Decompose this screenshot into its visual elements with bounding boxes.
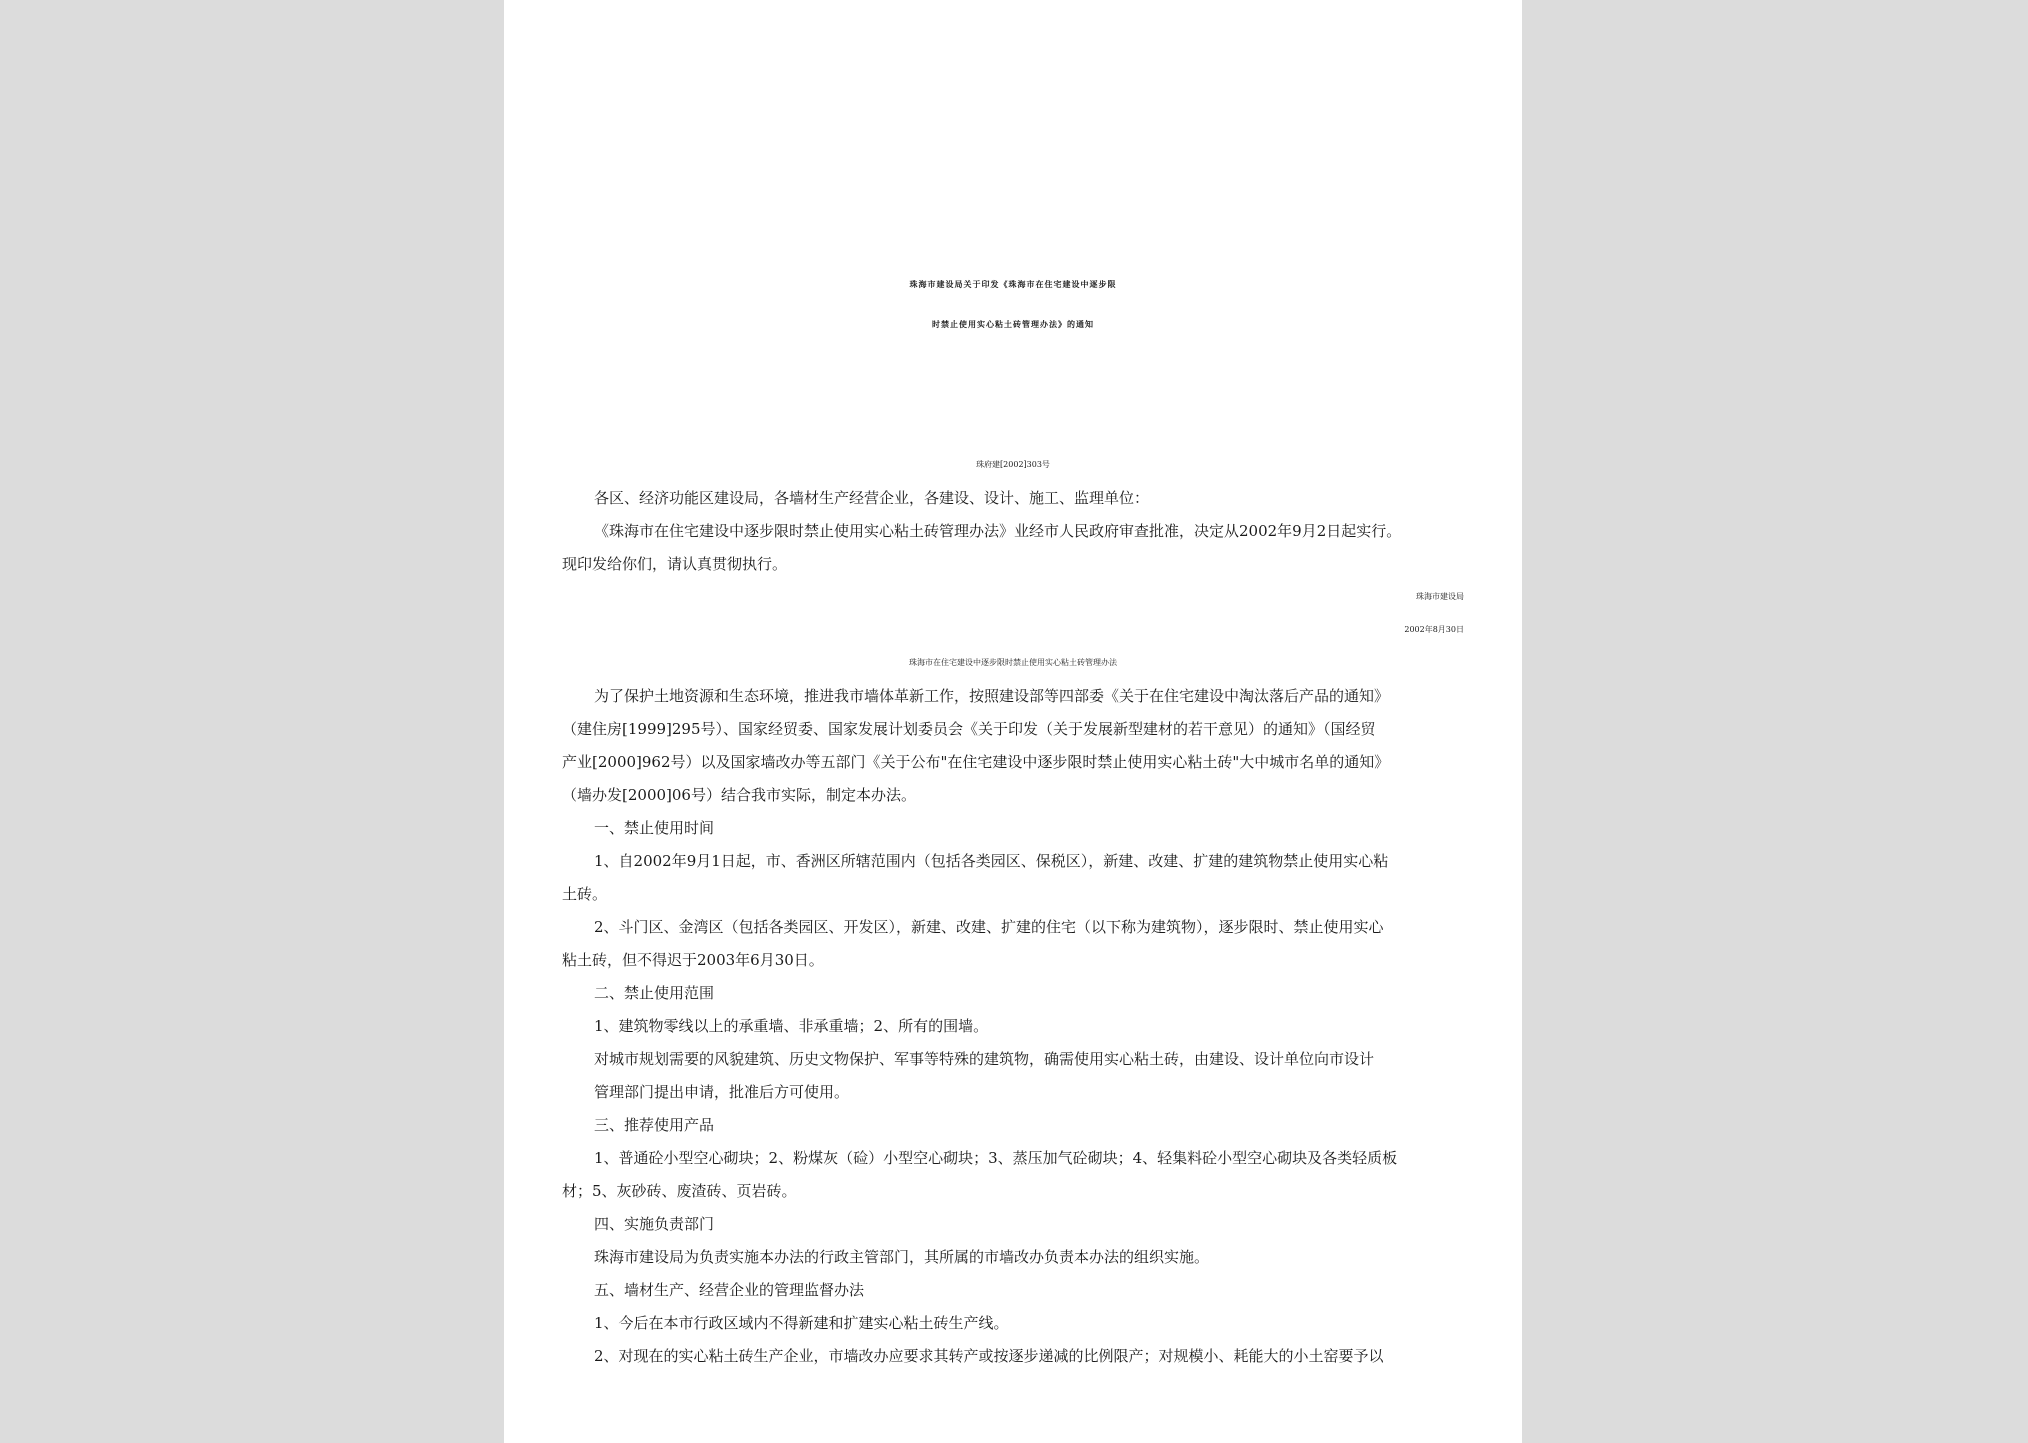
- preamble-line-1: 为了保护土地资源和生态环境，推进我市墙体革新工作，按照建设部等四部委《关于在住宅建设中淘汰落后产品的通知》: [594, 687, 1390, 705]
- section-1-item-1-line-2: 土砖。: [562, 885, 608, 903]
- section-4-paragraph: 珠海市建设局为负责实施本办法的行政主管部门，其所属的市墙改办负责本办法的组织实施。: [594, 1248, 1210, 1266]
- preamble-line-4: （墙办发[2000]06号）结合我市实际，制定本办法。: [562, 786, 916, 804]
- document-page: [504, 0, 1522, 1443]
- preamble-line-2: （建住房[1999]295号）、国家经贸委、国家发展计划委员会《关于印发（关于发展新型建材的若干意见）的通知》（国经贸: [562, 720, 1376, 738]
- section-5-item-1: 1、今后在本市行政区域内不得新建和扩建实心粘土砖生产线。: [594, 1314, 1009, 1332]
- section-1-item-1-line-1: 1、自2002年9月1日起，市、香洲区所辖范围内（包括各类园区、保税区），新建、改建、扩建的建筑物禁止使用实心粘: [594, 852, 1389, 870]
- section-2-heading: 二、禁止使用范围: [594, 984, 715, 1002]
- section-5-heading: 五、墙材生产、经营企业的管理监督办法: [594, 1281, 865, 1299]
- recipients-line: 各区、经济功能区建设局，各墙材生产经营企业，各建设、设计、施工、监理单位：: [594, 489, 1150, 507]
- section-1-heading: 一、禁止使用时间: [594, 819, 715, 837]
- section-1-item-2-line-1: 2、斗门区、金湾区（包括各类园区、开发区），新建、改建、扩建的住宅（以下称为建筑物），逐步限时、禁止使用实心: [594, 918, 1384, 936]
- document-title-line-1: 珠海市建设局关于印发《珠海市在住宅建设中逐步限: [909, 279, 1117, 289]
- section-1-item-2-line-2: 粘土砖，但不得迟于2003年6月30日。: [562, 951, 824, 969]
- intro-paragraph-line-2: 现印发给你们，请认真贯彻执行。: [562, 555, 788, 573]
- section-4-heading: 四、实施负责部门: [594, 1215, 715, 1233]
- section-3-item-1-line-1: 1、普通砼小型空心砌块；2、粉煤灰（硷）小型空心砌块；3、蒸压加气砼砌块；4、轻集料砼小型空心砌块及各类轻质板: [594, 1149, 1398, 1167]
- issue-date: 2002年8月30日: [1404, 625, 1464, 634]
- document-number: 珠府建[2002]303号: [976, 460, 1050, 469]
- section-2-item-1: 1、建筑物零线以上的承重墙、非承重墙；2、所有的围墙。: [594, 1017, 989, 1035]
- issuer-signature: 珠海市建设局: [1416, 592, 1464, 601]
- section-2-paragraph-line-1: 对城市规划需要的风貌建筑、历史文物保护、军事等特殊的建筑物，确需使用实心粘土砖，由建设、设计单位向市设计: [594, 1050, 1375, 1068]
- section-3-item-1-line-2: 材；5、灰砂砖、废渣砖、页岩砖。: [562, 1182, 797, 1200]
- document-title-line-2: 时禁止使用实心粘土砖管理办法》的通知: [932, 319, 1094, 329]
- measures-title: 珠海市在住宅建设中逐步限时禁止使用实心粘土砖管理办法: [909, 658, 1117, 667]
- section-5-item-2: 2、对现在的实心粘土砖生产企业，市墙改办应要求其转产或按逐步递减的比例限产；对规模小、耗能大的小土窑要予以: [594, 1347, 1384, 1365]
- section-3-heading: 三、推荐使用产品: [594, 1116, 715, 1134]
- intro-paragraph-line-1: 《珠海市在住宅建设中逐步限时禁止使用实心粘土砖管理办法》业经市人民政府审查批准，决定从2002年9月2日起实行。: [594, 522, 1402, 540]
- section-2-paragraph-line-2: 管理部门提出申请，批准后方可使用。: [594, 1083, 850, 1101]
- preamble-line-3: 产业[2000]962号）以及国家墙改办等五部门《关于公布"在住宅建设中逐步限时禁止使用实心粘土砖"大中城市名单的通知》: [562, 753, 1390, 771]
